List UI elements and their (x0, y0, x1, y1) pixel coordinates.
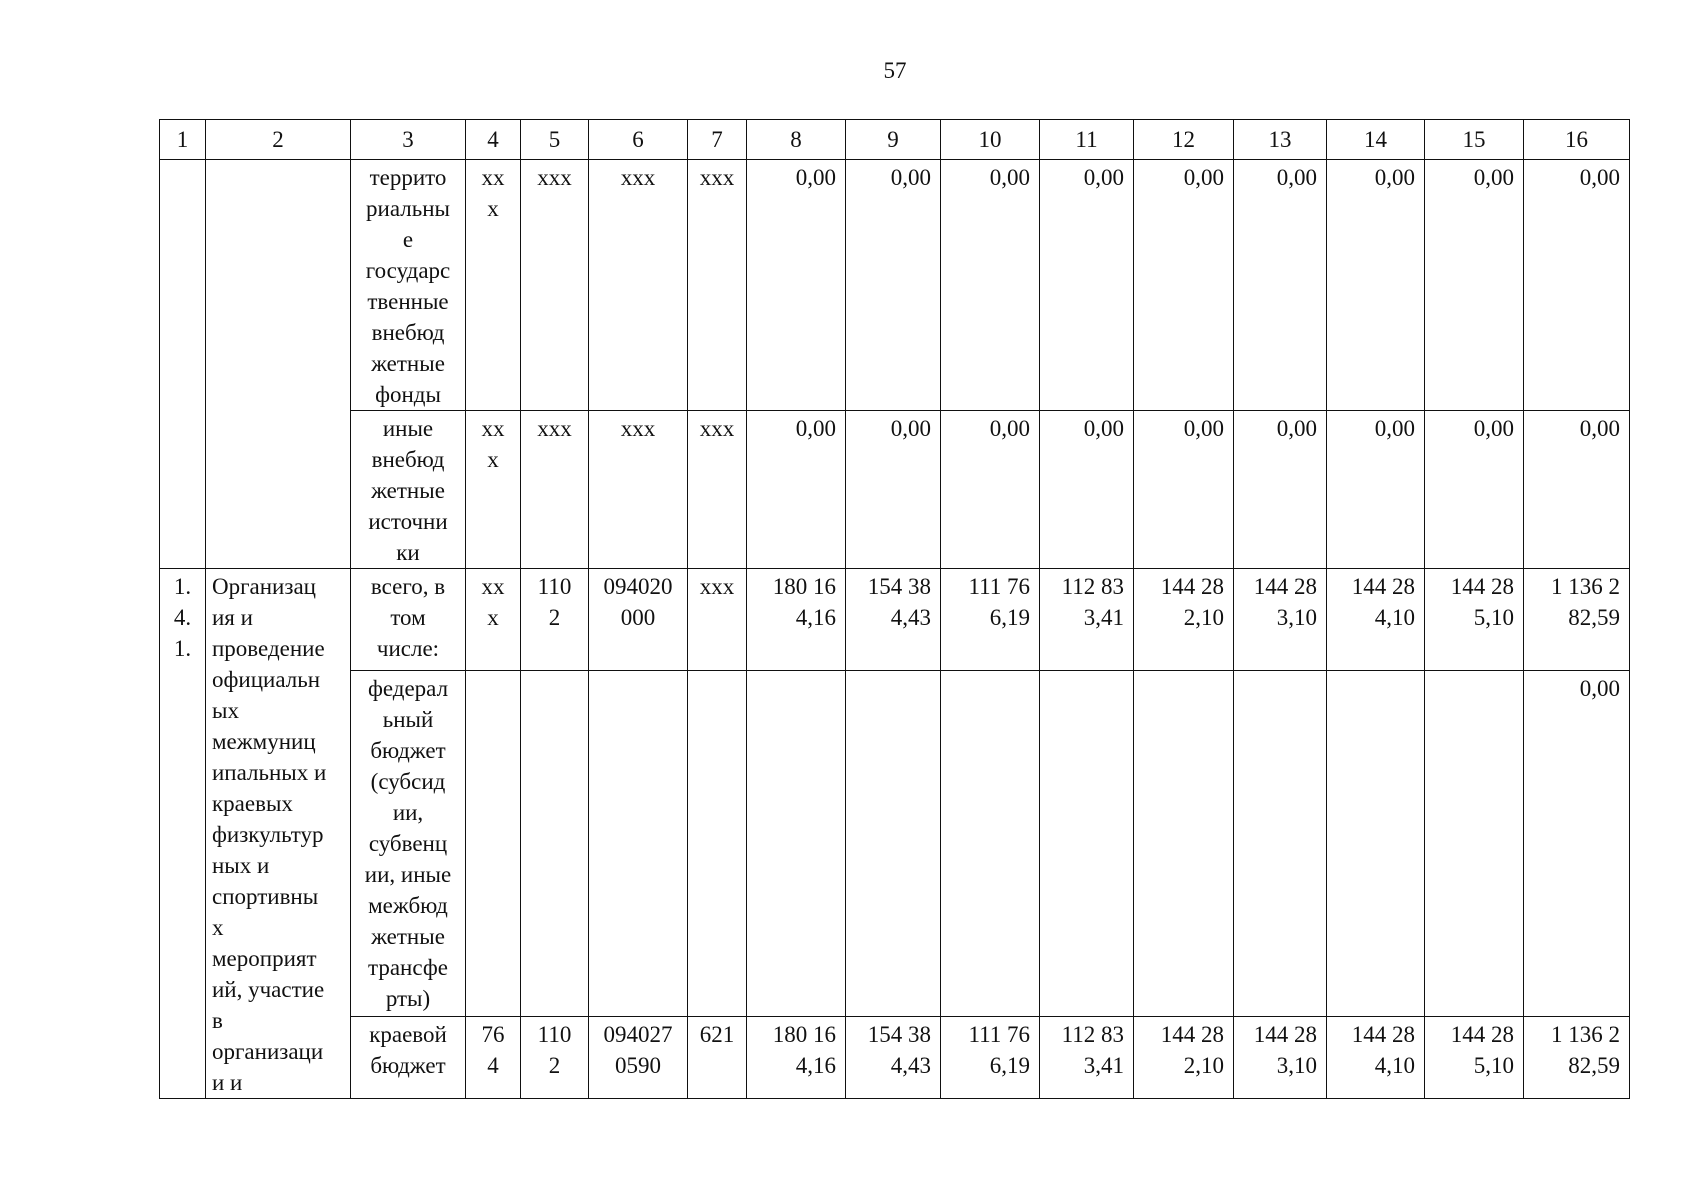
value-cell: 154 38 4,43 (846, 569, 941, 671)
value-cell: 0,00 (846, 160, 941, 411)
value-cell (1425, 671, 1524, 1016)
value-cell: 154 38 4,43 (846, 1016, 941, 1098)
value-cell: 0,00 (1524, 411, 1630, 569)
header-cell: 1 (160, 120, 206, 160)
value-cell: 0,00 (1524, 671, 1630, 1016)
code-cell: ххх (688, 569, 747, 671)
value-cell: 144 28 4,10 (1327, 1016, 1425, 1098)
value-cell: 0,00 (1234, 411, 1327, 569)
header-cell: 12 (1134, 120, 1234, 160)
budget-table (159, 119, 1630, 1099)
value-cell: 0,00 (1327, 411, 1425, 569)
code-cell: 621 (688, 1016, 747, 1098)
header-cell: 16 (1524, 120, 1630, 160)
value-cell: 0,00 (1040, 411, 1134, 569)
value-cell: 0,00 (1134, 160, 1234, 411)
value-cell: 0,00 (1234, 160, 1327, 411)
code-cell (589, 671, 688, 1016)
table-row (160, 160, 1630, 411)
code-cell: хх х (466, 411, 521, 569)
value-cell: 111 76 6,19 (941, 1016, 1040, 1098)
value-cell: 1 136 2 82,59 (1524, 569, 1630, 671)
value-cell: 144 28 3,10 (1234, 1016, 1327, 1098)
code-cell (688, 671, 747, 1016)
table-row (160, 1016, 1630, 1098)
source-cell: всего, в том числе: (351, 569, 466, 671)
value-cell: 144 28 3,10 (1234, 569, 1327, 671)
header-cell: 14 (1327, 120, 1425, 160)
value-cell: 0,00 (747, 160, 846, 411)
value-cell: 1 136 2 82,59 (1524, 1016, 1630, 1098)
value-cell (1234, 671, 1327, 1016)
value-cell: 144 28 2,10 (1134, 1016, 1234, 1098)
table-row (160, 569, 1630, 671)
source-cell: федерал ьный бюджет (субсид ии, субвенц ии, иные межбюд жетные трансфе рты) (351, 671, 466, 1016)
code-cell: 094020 000 (589, 569, 688, 671)
header-cell: 6 (589, 120, 688, 160)
value-cell: 0,00 (941, 160, 1040, 411)
value-cell: 180 16 4,16 (747, 569, 846, 671)
code-cell: ххх (521, 160, 589, 411)
header-cell: 7 (688, 120, 747, 160)
page-number: 57 (883, 58, 907, 83)
source-cell: краевой бюджет (351, 1016, 466, 1098)
code-cell (521, 671, 589, 1016)
code-cell: ххх (688, 411, 747, 569)
code-cell: хх х (466, 160, 521, 411)
value-cell: 0,00 (1425, 160, 1524, 411)
value-cell: 0,00 (846, 411, 941, 569)
value-cell: 0,00 (1425, 411, 1524, 569)
value-cell: 112 83 3,41 (1040, 1016, 1134, 1098)
event-name-cell (206, 160, 351, 569)
header-cell: 10 (941, 120, 1040, 160)
table-row (160, 671, 1630, 1016)
table-row (160, 411, 1630, 569)
code-cell: 110 2 (521, 569, 589, 671)
header-cell: 11 (1040, 120, 1134, 160)
source-cell: иные внебюд жетные источни ки (351, 411, 466, 569)
row-number-cell (160, 160, 206, 569)
code-cell: ххх (589, 160, 688, 411)
value-cell: 112 83 3,41 (1040, 569, 1134, 671)
value-cell: 144 28 4,10 (1327, 569, 1425, 671)
value-cell (1327, 671, 1425, 1016)
code-cell: ххх (688, 160, 747, 411)
value-cell (1040, 671, 1134, 1016)
value-cell: 144 28 5,10 (1425, 569, 1524, 671)
code-cell (466, 671, 521, 1016)
value-cell: 144 28 5,10 (1425, 1016, 1524, 1098)
header-cell: 5 (521, 120, 589, 160)
value-cell: 0,00 (747, 411, 846, 569)
code-cell: 094027 0590 (589, 1016, 688, 1098)
value-cell: 0,00 (1134, 411, 1234, 569)
header-cell: 9 (846, 120, 941, 160)
header-cell: 3 (351, 120, 466, 160)
value-cell (747, 671, 846, 1016)
code-cell: 110 2 (521, 1016, 589, 1098)
value-cell: 180 16 4,16 (747, 1016, 846, 1098)
value-cell: 0,00 (1524, 160, 1630, 411)
row-number-cell: 1. 4. 1. (160, 569, 206, 1099)
value-cell: 144 28 2,10 (1134, 569, 1234, 671)
source-cell: террито риальны е государс твенные внебюд жетные фонды (351, 160, 466, 411)
value-cell: 0,00 (941, 411, 1040, 569)
code-cell: хх х (466, 569, 521, 671)
value-cell (846, 671, 941, 1016)
value-cell: 0,00 (1327, 160, 1425, 411)
value-cell (1134, 671, 1234, 1016)
value-cell (941, 671, 1040, 1016)
header-cell: 15 (1425, 120, 1524, 160)
value-cell: 0,00 (1040, 160, 1134, 411)
code-cell: ххх (521, 411, 589, 569)
event-name-cell: Организац ия и проведение официальн ых межмуниц ипальных и краевых физкультур ных и спортивны х мероприят ий, участие в организаци и и (206, 569, 351, 1099)
header-cell: 13 (1234, 120, 1327, 160)
header-cell: 2 (206, 120, 351, 160)
value-cell: 111 76 6,19 (941, 569, 1040, 671)
header-cell: 4 (466, 120, 521, 160)
header-cell: 8 (747, 120, 846, 160)
header-row (160, 120, 1630, 160)
code-cell: ххх (589, 411, 688, 569)
code-cell: 76 4 (466, 1016, 521, 1098)
